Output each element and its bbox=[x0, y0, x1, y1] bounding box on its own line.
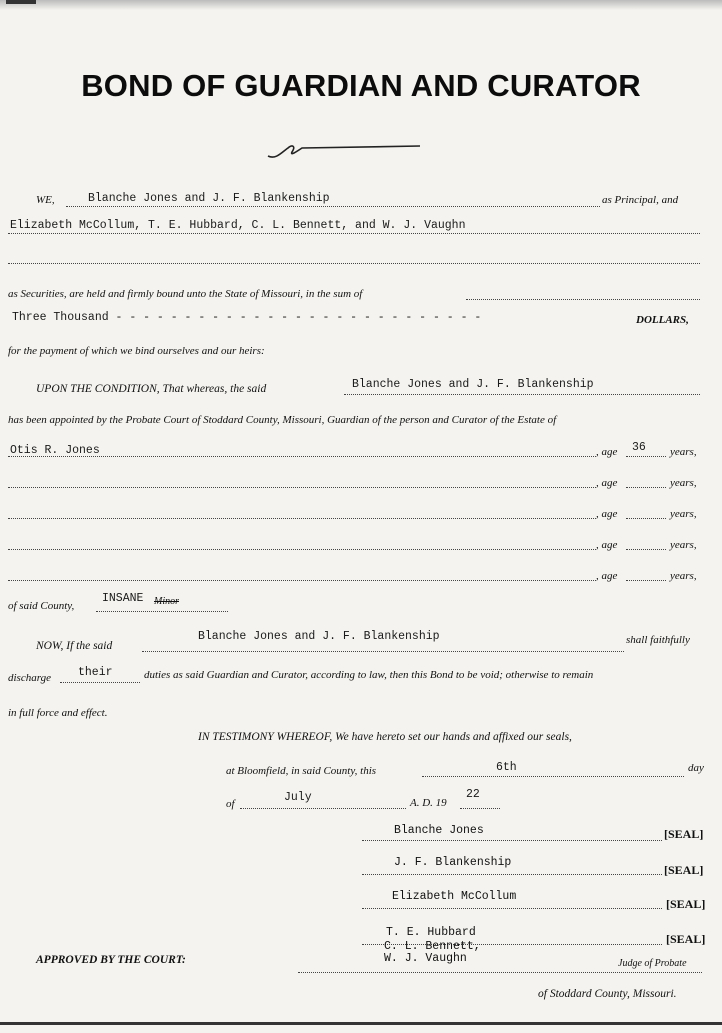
month-line bbox=[240, 808, 406, 809]
age-line-4 bbox=[626, 549, 666, 550]
age-label-2: , age bbox=[596, 477, 618, 489]
ward-line-5 bbox=[8, 580, 596, 581]
signature-1: Blanche Jones bbox=[394, 824, 484, 837]
county-label: of said County, bbox=[8, 600, 75, 612]
sum-line bbox=[466, 299, 700, 300]
securities-text: as Securities, are held and firmly bound unto the State of Missouri, in the sum of bbox=[8, 288, 363, 300]
age-line-2 bbox=[626, 487, 666, 488]
county-line bbox=[96, 611, 228, 612]
ward-line-4 bbox=[8, 549, 596, 550]
day-label: day bbox=[688, 762, 704, 774]
faithfully-label: shall faithfully bbox=[626, 634, 690, 646]
years-label-3: years, bbox=[670, 508, 697, 520]
ward-line-2 bbox=[8, 487, 596, 488]
top-border bbox=[0, 0, 722, 10]
years-label-5: years, bbox=[670, 570, 697, 582]
seal-2: [SEAL] bbox=[664, 863, 704, 877]
county-status: INSANE bbox=[102, 592, 144, 605]
duties-text: duties as said Guardian and Curator, according to law, then this Bond to be void; otherwise to remain bbox=[144, 669, 594, 681]
now-names: Blanche Jones and J. F. Blankenship bbox=[198, 630, 440, 643]
we-label: WE, bbox=[36, 194, 55, 206]
years-label-2: years, bbox=[670, 477, 697, 489]
year-line bbox=[460, 808, 500, 809]
securities-names: Elizabeth McCollum, T. E. Hubbard, C. L. Bennett, and W. J. Vaughn bbox=[10, 219, 466, 232]
ward-age: 36 bbox=[632, 441, 646, 454]
signature-3: Elizabeth McCollum bbox=[392, 890, 517, 903]
signature-2: J. F. Blankenship bbox=[394, 856, 512, 869]
signature-line-3 bbox=[362, 908, 662, 909]
testimony-text: IN TESTIMONY WHEREOF, We have hereto set our hands and affixed our seals, bbox=[198, 731, 572, 743]
bottom-border bbox=[0, 1022, 722, 1025]
securities-line bbox=[8, 233, 700, 234]
seal-4: [SEAL] bbox=[666, 932, 706, 946]
blank-line-1 bbox=[8, 263, 700, 264]
signature-4: T. E. Hubbard bbox=[386, 926, 476, 939]
discharge-their: their bbox=[78, 666, 113, 679]
county-struck: Minor bbox=[154, 596, 179, 607]
approved-label: APPROVED BY THE COURT: bbox=[36, 954, 186, 966]
now-text: NOW, If the said bbox=[36, 640, 113, 652]
principal-line bbox=[66, 206, 600, 207]
force-text: in full force and effect. bbox=[8, 707, 108, 719]
age-line-5 bbox=[626, 580, 666, 581]
ornament-flourish-icon bbox=[262, 136, 424, 166]
day-line bbox=[422, 776, 684, 777]
as-principal-label: as Principal, and bbox=[602, 194, 679, 206]
signature-5: C. L. Bennett, bbox=[384, 940, 481, 953]
dollars-label: DOLLARS, bbox=[636, 314, 689, 326]
appointed-text: has been appointed by the Probate Court of Stoddard County, Missouri, Guardian of the person and Curator of the Estate of bbox=[8, 414, 557, 426]
day-value: 6th bbox=[496, 761, 517, 774]
document-title: BOND OF GUARDIAN AND CURATOR bbox=[81, 68, 641, 103]
principal-names: Blanche Jones and J. F. Blankenship bbox=[88, 192, 330, 205]
payment-text: for the payment of which we bind ourselves and our heirs: bbox=[8, 345, 265, 357]
month-value: July bbox=[284, 791, 312, 804]
years-label-1: years, bbox=[670, 446, 697, 458]
signature-line-2 bbox=[362, 874, 662, 875]
sum-amount: Three Thousand - - - - - - - - - - - - - - - - - - - - - - - - - - - bbox=[12, 311, 482, 324]
condition-names: Blanche Jones and J. F. Blankenship bbox=[352, 378, 594, 391]
age-line-1 bbox=[626, 456, 666, 457]
year-value: 22 bbox=[466, 788, 480, 801]
seal-1: [SEAL] bbox=[664, 827, 704, 841]
county-court-label: of Stoddard County, Missouri. bbox=[538, 988, 677, 1000]
age-line-3 bbox=[626, 518, 666, 519]
age-label-5: , age bbox=[596, 570, 618, 582]
judge-label: Judge of Probate bbox=[618, 958, 687, 969]
ward-name: Otis R. Jones bbox=[10, 444, 100, 457]
discharge-label: discharge bbox=[8, 672, 51, 684]
discharge-line bbox=[60, 682, 140, 683]
age-label-3: , age bbox=[596, 508, 618, 520]
judge-line bbox=[298, 972, 702, 973]
now-line bbox=[142, 651, 624, 652]
signature-line-1 bbox=[362, 840, 662, 841]
ward-line-3 bbox=[8, 518, 596, 519]
ad-label: A. D. 19 bbox=[410, 797, 447, 809]
age-label-1: , age bbox=[596, 446, 618, 458]
seal-3: [SEAL] bbox=[666, 897, 706, 911]
condition-line bbox=[344, 394, 700, 395]
corner-mark bbox=[6, 0, 36, 4]
signature-6: W. J. Vaughn bbox=[384, 952, 467, 965]
condition-text: UPON THE CONDITION, That whereas, the said bbox=[36, 383, 267, 395]
of-label: of bbox=[226, 798, 235, 810]
years-label-4: years, bbox=[670, 539, 697, 551]
place-text: at Bloomfield, in said County, this bbox=[226, 765, 377, 777]
age-label-4: , age bbox=[596, 539, 618, 551]
